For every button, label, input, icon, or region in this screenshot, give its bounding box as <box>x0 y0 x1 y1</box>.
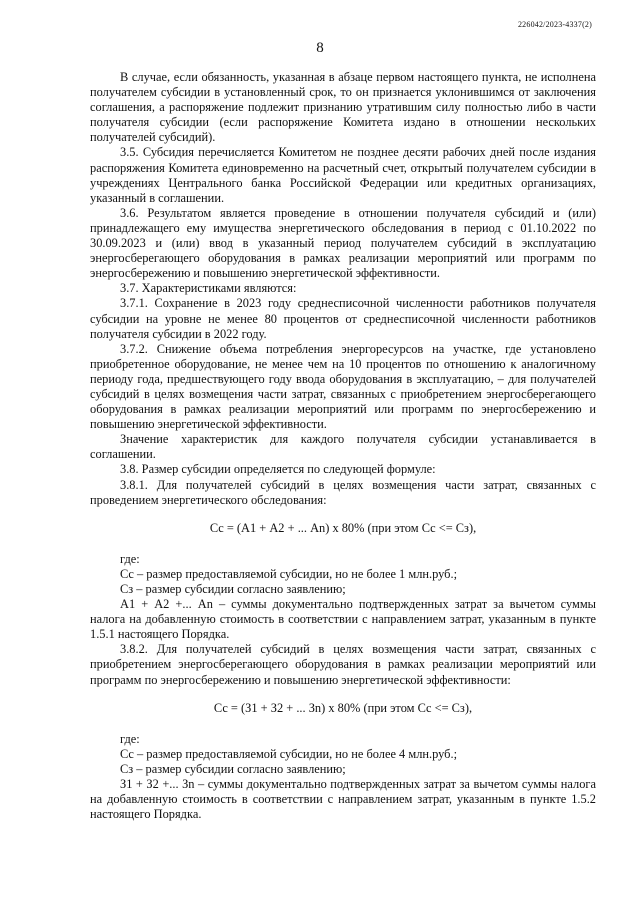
paragraph-3-7-2: 3.7.2. Снижение объема потребления энергоресурсов на участке, где установлено приобретенное оборудование, не менее чем на 10 процентов по отношению к аналогичному периоду года, предшествующего году ввода оборудования в эксплуатацию, – для получателей субсидий в целях возмещения части затрат, связанных с приобретением энергосберегающего оборудования в рамках реализации мероприятий или программ по энергосбережению и повышению энергетической эффективности. <box>90 341 596 432</box>
document-number: 226042/2023-4337(2) <box>517 20 592 29</box>
paragraph-3-7: 3.7. Характеристиками являются: <box>120 281 297 296</box>
where-label: где: <box>120 731 140 746</box>
definition: Сс – размер предоставляемой субсидии, но не более 1 млн.руб.; <box>120 566 458 581</box>
definition: Сз – размер субсидии согласно заявлению; <box>120 761 346 776</box>
paragraph-3-8-1: 3.8.1. Для получателей субсидий в целях возмещения части затрат, связанных с проведением энергетического обследования: <box>90 477 596 507</box>
where-label: где: <box>120 551 140 566</box>
definition: З1 + З2 +... Зn – суммы документально подтвержденных затрат за вычетом суммы налога на добавленную стоимость в соответствии с направлением затрат, указанным в пункте 1.5.2 настоящего Порядка. <box>90 777 596 822</box>
formula-1: Сс = (А1 + А2 + ... Аn) х 80% (при этом Сс <= Сз), <box>209 520 477 535</box>
definition: Сс – размер предоставляемой субсидии, но не более 4 млн.руб.; <box>120 746 458 761</box>
paragraph: В случае, если обязанность, указанная в абзаце первом настоящего пункта, не исполнена получателем субсидии в установленный срок, то он признается уклонившимся от заключения соглашения, а распоряжение подлежит признанию утратившим силу полностью либо в части получателя субсидии (если распоряжение Комитета издано в отношении нескольких получателей субсидий). <box>90 70 596 145</box>
paragraph-3-7-1: 3.7.1. Сохранение в 2023 году среднесписочной численности работников получателя субсидии на уровне не менее 80 процентов от среднесписочной численности работников получателя субсидии в 2022 году. <box>90 296 596 341</box>
definition: А1 + А2 +... Аn – суммы документально подтвержденных затрат за вычетом суммы налога на добавленную стоимость в соответствии с направлением затрат, указанным в пункте 1.5.1 настоящего Порядка. <box>90 597 596 642</box>
paragraph: Значение характеристик для каждого получателя субсидии устанавливается в соглашении. <box>90 432 596 462</box>
document-body <box>90 70 596 822</box>
formula-2: Сс = (З1 + З2 + ... Зn) х 80% (при этом Сс <= Сз), <box>213 700 473 715</box>
paragraph-3-6: 3.6. Результатом является проведение в отношении получателя субсидий и (или) принадлежащего ему имущества энергетического обследования в период с 01.10.2022 по 30.09.2023 и (или) ввод в указанный период получателем субсидий в эксплуатацию энергосберегающего оборудования в рамках реализации мероприятий или программ по энергосбережению и повышению энергетической эффективности. <box>90 205 596 281</box>
paragraph-3-8: 3.8. Размер субсидии определяется по следующей формуле: <box>120 462 436 477</box>
paragraph-3-8-2: 3.8.2. Для получателей субсидий в целях возмещения части затрат, связанных с приобретением энергосберегающего оборудования в рамках реализации мероприятий или программ по энергосбережению и повышению энергетической эффективности: <box>90 642 596 687</box>
page-number: 8 <box>316 40 324 56</box>
paragraph-3-5: 3.5. Субсидия перечисляется Комитетом не позднее десяти рабочих дней после издания распоряжения Комитета единовременно на расчетный счет, открытый получателем субсидии в учреждениях Центрального банка Российской Федерации или кредитных организациях, указанный в соглашении. <box>90 145 596 205</box>
definition: Сз – размер субсидии согласно заявлению; <box>120 582 346 596</box>
